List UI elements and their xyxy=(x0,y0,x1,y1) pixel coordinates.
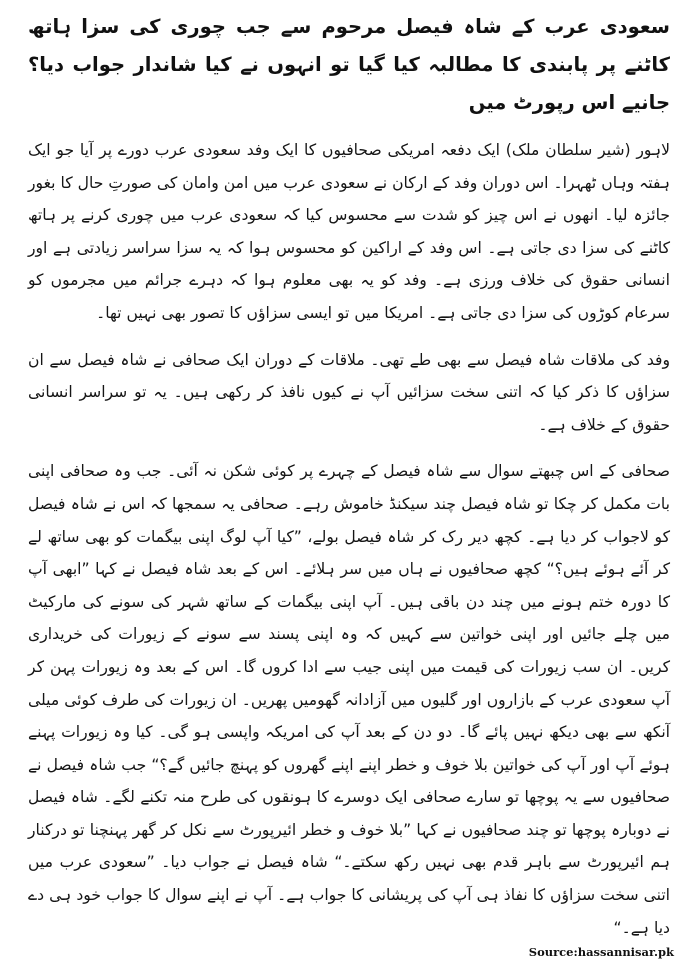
article xyxy=(28,8,670,958)
article-paragraph-1: لاہور (شیر سلطان ملک) ایک دفعہ امریکی صحافیوں کا ایک وفد سعودی عرب دورے پر آیا جو ایک ہفتہ وہاں ٹھہرا۔ اس دوران وفد کے ارکان نے سعودی عرب میں امن وامان کی صورتِ حال کا بغور جائزہ لیا۔ انھوں نے اس چیز کو شدت سے محسوس کیا کہ سعودی عرب میں چوری کرنے پر ہاتھ کاٹنے کی سزا دی جاتی ہے۔ اس وفد کے اراکین کو محسوس ہوا کہ یہ سزا سراسر زیادتی ہے اور انسانی حقوق کی خلاف ورزی ہے۔ وفد کو یہ بھی معلوم ہوا کہ دہرے جرائم میں مجرموں کو سرعام کوڑوں کی سزا دی جاتی ہے۔ امریکا میں تو ایسی سزاؤں کا تصور بھی نہیں تھا۔ xyxy=(28,141,670,322)
source-credit: Source:hassannisar.pk xyxy=(528,945,674,959)
article-headline: سعودی عرب کے شاہ فیصل مرحوم سے جب چوری کی سزا ہاتھ کاٹنے پر پابندی کا مطالبہ کیا گیا تو انہوں نے کیا شاندار جواب دیا؟ جانیے اس رپورٹ میں xyxy=(28,15,670,114)
article-paragraph-3: صحافی کے اس چبھتے سوال سے شاہ فیصل کے چہرے پر کوئی شکن نہ آئی۔ جب وہ صحافی اپنی بات مکمل کر چکا تو شاہ فیصل چند سیکنڈ خاموش رہے۔ صحافی یہ سمجھا کہ اس نے شاہ فیصل کو لاجواب کر دیا ہے۔ کچھ دیر رک کر شاہ فیصل بولے، ”کیا آپ لوگ اپنی بیگمات کو بھی ساتھ لے کر آئے ہوئے ہیں؟“ کچھ صحافیوں نے ہاں میں سر ہلائے۔ اس کے بعد شاہ فیصل نے کہا ”ابھی آپ کا دورہ ختم ہونے میں چند دن باقی ہیں۔ آپ اپنی بیگمات کے ساتھ شہر کی سونے کی مارکیٹ میں چلے جائیں اور اپنی خواتین سے کہیں کہ وہ اپنی پسند سے سونے کے زیورات کی خریداری کریں۔ ان سب زیورات کی قیمت میں اپنی جیب سے ادا کروں گا۔ اس کے بعد وہ زیورات پہن کر آپ سعودی عرب کے بازاروں اور گلیوں میں آزادانہ گھومیں پھریں۔ ان زیورات کی طرف کوئی میلی آنکھ سے بھی دیکھ نہیں پائے گا۔ دو دن کے بعد آپ کی امریکہ واپسی ہو گی۔ کیا وہ زیورات پہنے ہوئے آپ اور آپ کی خواتین بلا خوف و خطر اپنے اپنے گھروں کو پہنچ جائیں گے؟“ جب شاہ فیصل نے صحافیوں سے یہ پوچھا تو سارے صحافی ایک دوسرے کا ہونقوں کی طرح منہ تکنے لگے۔ شاہ فیصل نے دوبارہ پوچھا تو چند صحافیوں نے کہا ”بلا خوف و خطر ائیرپورٹ سے نکل کر گھر پہنچنا تو درکنار ہم ائیرپورٹ سے باہر قدم بھی نہیں رکھ سکتے۔“ شاہ فیصل نے جواب دیا۔ ”سعودی عرب میں اتنی سخت سزاؤں کا نفاذ ہی آپ کی پریشانی کا جواب ہے۔ آپ نے اپنے سوال کا جواب خود ہی دے دیا ہے۔“ xyxy=(28,462,670,937)
article-paragraph-2: وفد کی ملاقات شاہ فیصل سے بھی طے تھی۔ ملاقات کے دوران ایک صحافی نے شاہ فیصل سے ان سزاؤں کا ذکر کیا کہ اتنی سخت سزائیں آپ نے کیوں نافذ کر رکھی ہیں۔ یہ تو سراسر انسانی حقوق کے خلاف ہے۔ xyxy=(28,350,670,434)
